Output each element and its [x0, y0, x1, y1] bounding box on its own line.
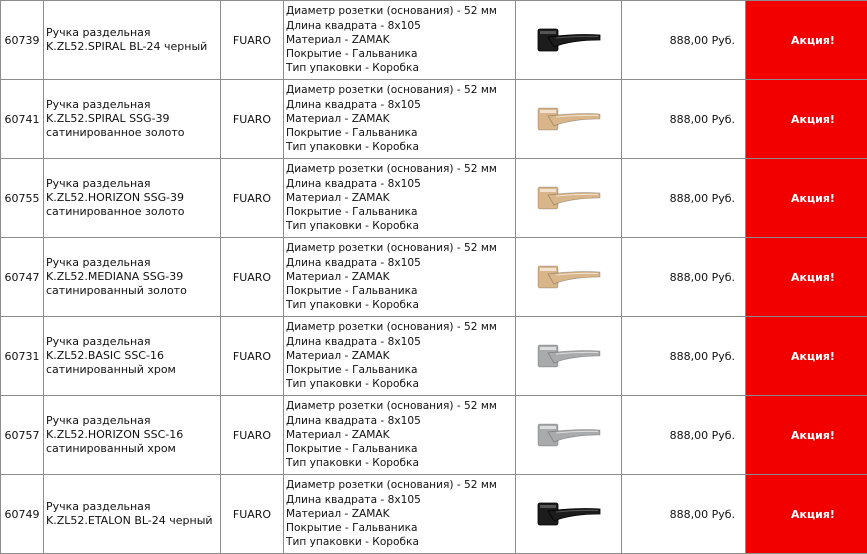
product-image	[516, 159, 622, 238]
promo-badge[interactable]: Акция!	[746, 238, 867, 317]
spec-line: Тип упаковки - Коробка	[286, 62, 419, 75]
door-handle-icon	[534, 341, 604, 371]
spec-line: Материал - ZAMAK	[286, 33, 390, 46]
spec-line: Тип упаковки - Коробка	[286, 457, 419, 470]
spec-line: Диаметр розетки (основания) - 52 мм	[286, 5, 497, 18]
product-name: Ручка раздельная K.ZL52.SPIRAL SSG-39 сатинированное золото	[44, 80, 221, 159]
product-price: 888,00 Руб.	[622, 317, 746, 396]
product-id: 60731	[1, 317, 44, 396]
product-brand: FUARO	[221, 1, 284, 80]
product-specs	[284, 475, 516, 554]
spec-line: Длина квадрата - 8х105	[286, 177, 421, 190]
product-price: 888,00 Руб.	[622, 238, 746, 317]
spec-line: Тип упаковки - Коробка	[286, 141, 419, 154]
product-specs	[284, 159, 516, 238]
spec-line: Тип упаковки - Коробка	[286, 299, 419, 312]
spec-line: Материал - ZAMAK	[286, 507, 390, 520]
table-row	[1, 238, 867, 317]
product-specs	[284, 1, 516, 80]
product-price: 888,00 Руб.	[622, 1, 746, 80]
promo-badge[interactable]: Акция!	[746, 1, 867, 80]
product-specs	[284, 238, 516, 317]
product-image	[516, 238, 622, 317]
product-price: 888,00 Руб.	[622, 80, 746, 159]
door-handle-icon	[534, 420, 604, 450]
spec-line: Тип упаковки - Коробка	[286, 378, 419, 391]
spec-line: Длина квадрата - 8х105	[286, 98, 421, 111]
promo-badge[interactable]: Акция!	[746, 159, 867, 238]
product-price: 888,00 Руб.	[622, 396, 746, 475]
spec-line: Материал - ZAMAK	[286, 349, 390, 362]
spec-line: Диаметр розетки (основания) - 52 мм	[286, 163, 497, 176]
promo-badge[interactable]: Акция!	[746, 475, 867, 554]
door-handle-icon	[534, 183, 604, 213]
spec-line: Покрытие - Гальваника	[286, 364, 418, 377]
spec-line: Покрытие - Гальваника	[286, 443, 418, 456]
table-row	[1, 1, 867, 80]
spec-line: Материал - ZAMAK	[286, 270, 390, 283]
spec-line: Диаметр розетки (основания) - 52 мм	[286, 242, 497, 255]
product-name: Ручка раздельная K.ZL52.HORIZON SSC-16 сатинированный хром	[44, 396, 221, 475]
spec-line: Материал - ZAMAK	[286, 191, 390, 204]
product-name: Ручка раздельная K.ZL52.SPIRAL BL-24 черный	[44, 1, 221, 80]
door-handle-icon	[534, 262, 604, 292]
promo-badge[interactable]: Акция!	[746, 317, 867, 396]
table-row	[1, 475, 867, 554]
table-row	[1, 80, 867, 159]
spec-line: Покрытие - Гальваника	[286, 206, 418, 219]
product-brand: FUARO	[221, 396, 284, 475]
product-specs	[284, 317, 516, 396]
spec-line: Длина квадрата - 8х105	[286, 256, 421, 269]
product-price: 888,00 Руб.	[622, 475, 746, 554]
product-id: 60749	[1, 475, 44, 554]
product-price: 888,00 Руб.	[622, 159, 746, 238]
spec-line: Длина квадрата - 8х105	[286, 335, 421, 348]
table-row	[1, 317, 867, 396]
spec-line: Покрытие - Гальваника	[286, 127, 418, 140]
product-name: Ручка раздельная K.ZL52.MEDIANA SSG-39 сатинированный золото	[44, 238, 221, 317]
product-image	[516, 396, 622, 475]
spec-line: Диаметр розетки (основания) - 52 мм	[286, 84, 497, 97]
product-id: 60747	[1, 238, 44, 317]
spec-line: Материал - ZAMAK	[286, 112, 390, 125]
product-name: Ручка раздельная K.ZL52.HORIZON SSG-39 сатинированное золото	[44, 159, 221, 238]
product-brand: FUARO	[221, 238, 284, 317]
spec-line: Тип упаковки - Коробка	[286, 536, 419, 549]
product-image	[516, 80, 622, 159]
spec-line: Длина квадрата - 8х105	[286, 19, 421, 32]
table-row	[1, 159, 867, 238]
spec-line: Длина квадрата - 8х105	[286, 493, 421, 506]
product-brand: FUARO	[221, 159, 284, 238]
product-id: 60741	[1, 80, 44, 159]
product-specs	[284, 80, 516, 159]
product-image	[516, 1, 622, 80]
product-brand: FUARO	[221, 80, 284, 159]
spec-line: Покрытие - Гальваника	[286, 48, 418, 61]
table-row	[1, 396, 867, 475]
promo-badge[interactable]: Акция!	[746, 396, 867, 475]
spec-line: Диаметр розетки (основания) - 52 мм	[286, 400, 497, 413]
product-specs	[284, 396, 516, 475]
product-id: 60755	[1, 159, 44, 238]
spec-line: Диаметр розетки (основания) - 52 мм	[286, 479, 497, 492]
spec-line: Длина квадрата - 8х105	[286, 414, 421, 427]
product-brand: FUARO	[221, 317, 284, 396]
spec-line: Покрытие - Гальваника	[286, 285, 418, 298]
product-brand: FUARO	[221, 475, 284, 554]
promo-badge[interactable]: Акция!	[746, 80, 867, 159]
door-handle-icon	[534, 25, 604, 55]
spec-line: Тип упаковки - Коробка	[286, 220, 419, 233]
product-name: Ручка раздельная K.ZL52.ETALON BL-24 черный	[44, 475, 221, 554]
product-image	[516, 475, 622, 554]
product-name: Ручка раздельная K.ZL52.BASIC SSC-16 сатинированный хром	[44, 317, 221, 396]
spec-line: Материал - ZAMAK	[286, 428, 390, 441]
spec-line: Диаметр розетки (основания) - 52 мм	[286, 321, 497, 334]
door-handle-icon	[534, 499, 604, 529]
door-handle-icon	[534, 104, 604, 134]
spec-line: Покрытие - Гальваника	[286, 522, 418, 535]
product-id: 60739	[1, 1, 44, 80]
product-image	[516, 317, 622, 396]
product-id: 60757	[1, 396, 44, 475]
